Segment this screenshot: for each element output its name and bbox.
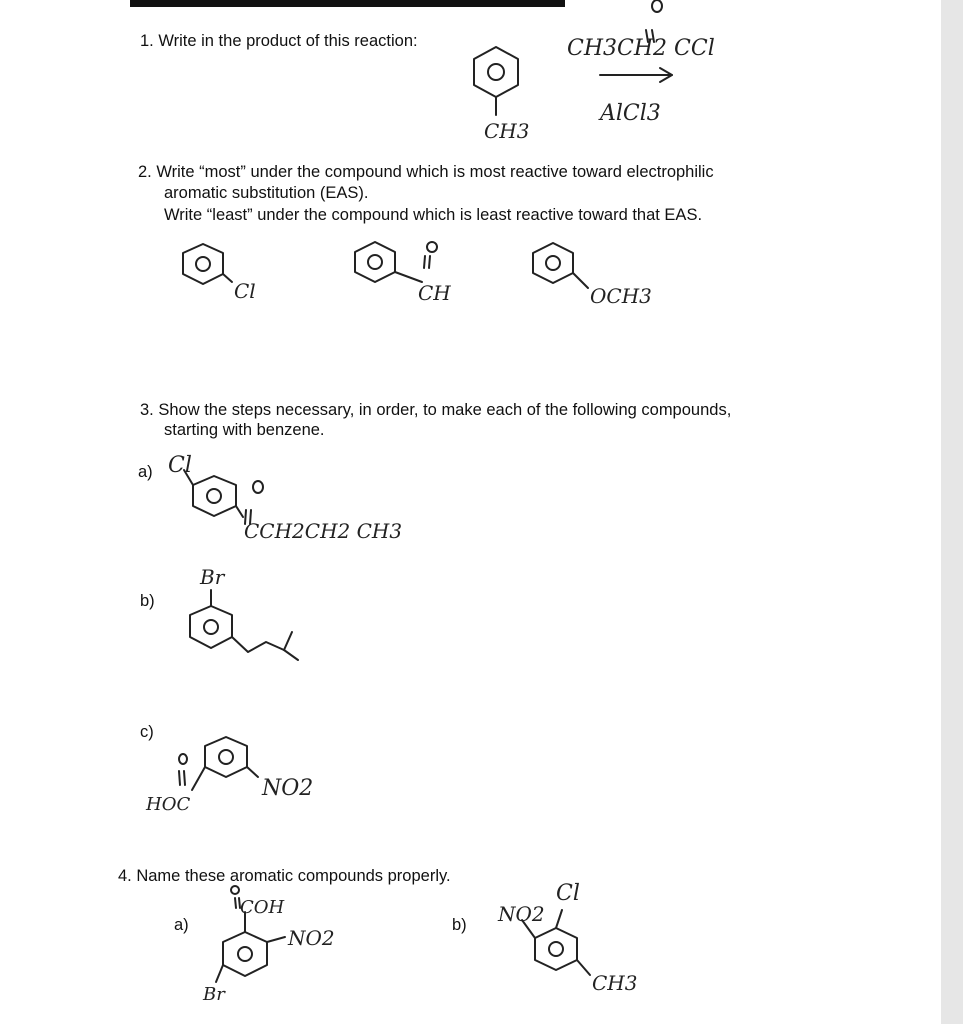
benzaldehyde-structure bbox=[355, 242, 437, 282]
reagent-label: CH3CH2 CCl bbox=[567, 36, 715, 61]
question-2-line-1: 2. Write “most” under the compound which is most reactive toward electrophilic bbox=[138, 163, 714, 181]
toluene-structure bbox=[474, 47, 518, 115]
q4a-carboxyl-label: COH bbox=[240, 897, 285, 918]
q4b-methyl-label: CH3 bbox=[592, 971, 638, 995]
aldehyde-label: CH bbox=[418, 281, 451, 305]
question-4b-label: b) bbox=[452, 916, 467, 934]
q4b-chloro-label: Cl bbox=[556, 881, 580, 906]
q3a-structure bbox=[184, 470, 263, 524]
anisole-structure bbox=[533, 243, 588, 288]
methoxy-label: OCH3 bbox=[590, 284, 652, 308]
catalyst-label: AlCl3 bbox=[600, 101, 661, 126]
question-2-line-3: Write “least” under the compound which is least reactive toward that EAS. bbox=[164, 206, 703, 224]
chlorobenzene-structure bbox=[183, 244, 232, 284]
question-3-line-2: starting with benzene. bbox=[164, 421, 325, 439]
q3c-carboxyl-label: HOC bbox=[146, 794, 191, 815]
question-3a-label: a) bbox=[138, 463, 153, 481]
question-4a-label: a) bbox=[174, 916, 189, 934]
q4a-bromo-label: Br bbox=[203, 984, 225, 1005]
question-3-line-1: 3. Show the steps necessary, in order, to make each of the following compounds, bbox=[140, 401, 732, 419]
q4b-nitro-label: NO2 bbox=[498, 902, 545, 926]
chloro-label: Cl bbox=[234, 279, 256, 303]
q3b-bromo-label: Br bbox=[200, 565, 225, 589]
question-1: 1. Write in the product of this reaction: bbox=[140, 32, 418, 50]
question-2-line-2: aromatic substitution (EAS). bbox=[164, 184, 369, 202]
q3c-structure bbox=[179, 737, 258, 790]
q3a-acyl-label: CCH2CH2 CH3 bbox=[244, 519, 403, 543]
methyl-label: CH3 bbox=[484, 119, 530, 143]
q3a-chloro-label: Cl bbox=[168, 453, 192, 478]
q3b-structure bbox=[190, 590, 298, 660]
q3c-nitro-label: NO2 bbox=[262, 776, 314, 801]
question-3b-label: b) bbox=[140, 592, 155, 610]
q4a-nitro-label: NO2 bbox=[288, 926, 335, 950]
question-3c-label: c) bbox=[140, 723, 154, 741]
question-4: 4. Name these aromatic compounds properly. bbox=[118, 867, 451, 885]
